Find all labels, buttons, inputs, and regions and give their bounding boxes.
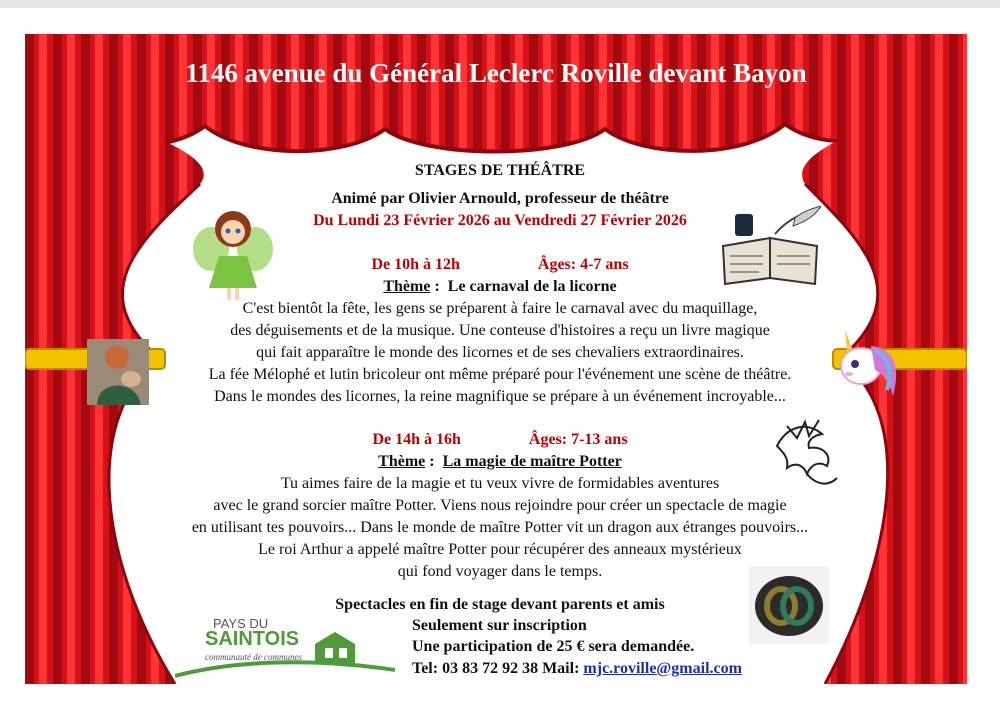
session1-line: La fée Mélophé et lutin bricoleur ont même préparé pour l'événement une scène de théâtre.: [208, 366, 792, 383]
woman-photo: [87, 339, 149, 405]
magic-book-illustration: [715, 206, 825, 296]
fairy-illustration: [193, 204, 273, 304]
heading: STAGES DE THÉÂTRE: [414, 162, 586, 179]
session2-line: qui fond voyager dans le temps.: [397, 563, 603, 580]
rings-illustration: [749, 566, 829, 644]
session1-theme: [25, 278, 967, 296]
session2-ages: Âges: 7-13 ans: [528, 431, 628, 448]
session2-line: Tu aimes faire de la magie et tu veux vivre de formidables aventures: [280, 475, 720, 492]
unicorn-illustration: [833, 326, 903, 398]
footer-fee: Une participation de 25 € sera demandée.: [412, 638, 695, 655]
session2-line: Le roi Arthur a appelé maître Potter pour récupérer des anneaux mystérieux: [258, 541, 742, 558]
address-title: 1146 avenue du Général Leclerc Roville devant Bayon: [185, 58, 807, 88]
session2-theme-label: Thème: [378, 453, 426, 470]
session1-line: des déguisements et de la musique. Une conteuse d'histoires a reçu un livre magique: [230, 322, 770, 339]
dates-line: Du Lundi 23 Février 2026 au Vendredi 27 Février 2026: [313, 212, 687, 229]
session2-time: De 14h à 16h: [372, 431, 461, 448]
logo-line1: PAYS DU: [213, 616, 269, 631]
logo-line2: SAINTOIS: [205, 628, 300, 650]
host-line: Animé par Olivier Arnould, professeur de théâtre: [331, 190, 669, 207]
session2-line: avec le grand sorcier maître Potter. Viens nous rejoindre pour créer un spectacle de magie: [213, 497, 787, 514]
session1-ages: Âges: 4-7 ans: [537, 256, 629, 273]
pays-du-saintois-logo: [175, 614, 395, 682]
session1-line: Dans le mondes des licornes, la reine magnifique se prépare à un événement incroyable...: [214, 388, 786, 405]
top-strip: [0, 0, 1000, 8]
session1-theme-sep: :: [430, 278, 448, 295]
session1-time: De 10h à 12h: [371, 256, 460, 273]
session1-theme-label: Thème: [383, 278, 431, 295]
footer-contact: [412, 660, 742, 678]
session2-theme-sep: :: [425, 453, 443, 470]
footer-phone: Tel: 03 83 72 92 38 Mail:: [412, 660, 584, 677]
footer-show: Spectacles en fin de stage devant parents et amis: [335, 596, 665, 613]
session1-header: [25, 256, 967, 274]
session2-line: en utilisant tes pouvoirs... Dans le monde de maître Potter vit un dragon aux étranges pouvoirs...: [191, 519, 809, 536]
session2-theme-title: La magie de maître Potter: [442, 453, 622, 470]
email-link[interactable]: mjc.roville@gmail.com: [583, 660, 742, 677]
session1-line: C'est bientôt la fête, les gens se préparent à faire le carnaval avec du maquillage,: [242, 300, 758, 317]
session1-line: qui fait apparaître le monde des licornes et de ses chevaliers extraordinaires.: [256, 344, 744, 361]
footer-registration: Seulement sur inscription: [412, 617, 587, 634]
poster: [25, 34, 967, 684]
dragon-illustration: [767, 416, 842, 491]
session1-theme-title: Le carnaval de la licorne: [447, 278, 617, 295]
logo-line3: communauté de communes: [205, 652, 302, 662]
